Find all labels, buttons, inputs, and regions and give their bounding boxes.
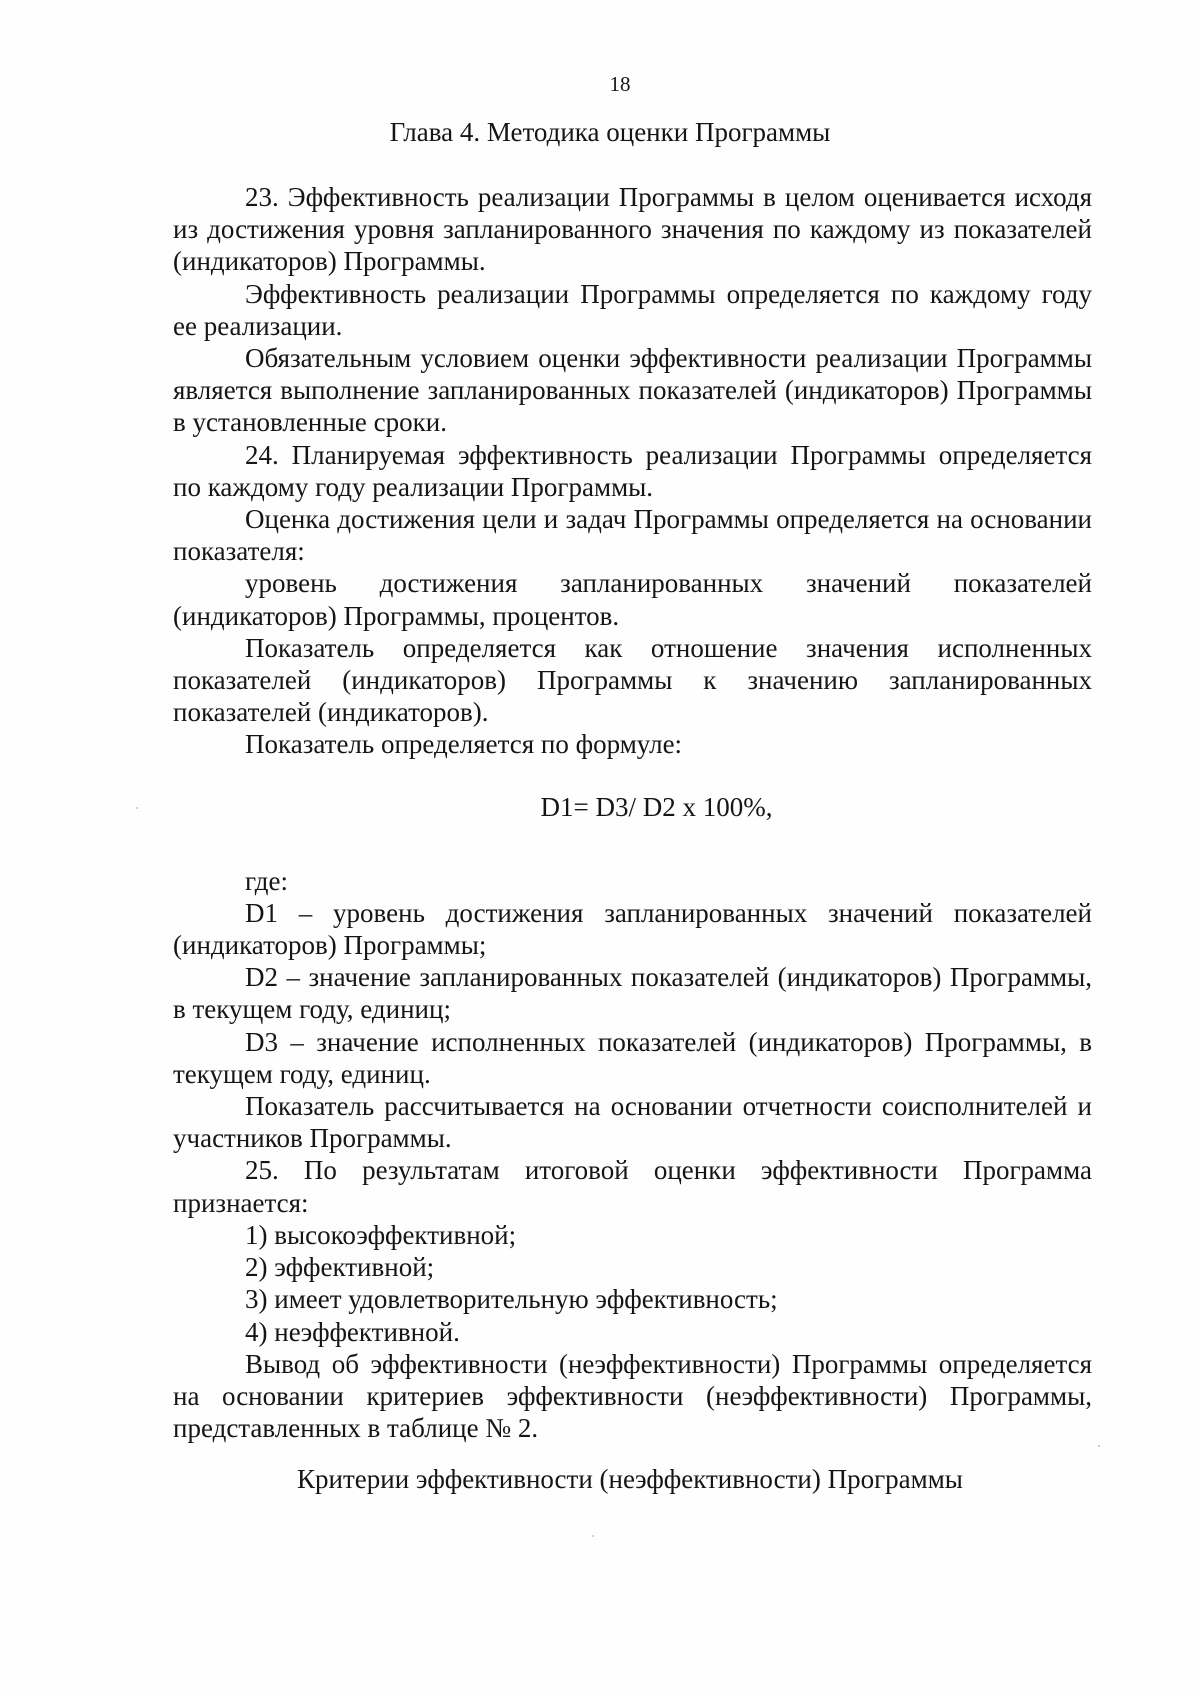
paragraph-where: где: [245, 865, 288, 896]
formula: D1= D3/ D2 x 100%, [540, 791, 773, 822]
definition-d1: D1 – уровень достижения запланированных значений показателей (индикаторов) Программы; [173, 897, 1092, 961]
list-item: 3) имеет удовлетворительную эффективность; [245, 1284, 778, 1315]
definition-d3: D3 – значение исполненных показателей (индикаторов) Программы, в текущем году, единиц. [173, 1026, 1092, 1089]
paragraph-formula-intro: Показатель определяется по формуле: [245, 729, 683, 760]
page-number: 18 [609, 72, 631, 96]
list-item: 4) неэффективной. [245, 1316, 460, 1347]
body-text [173, 181, 1092, 1444]
paragraph-25: 25. По результатам итоговой оценки эффективности Программа признается: [173, 1155, 1092, 1218]
paragraph-mandatory-condition: Обязательным условием оценки эффективности реализации Программы является выполнение запланированных показателей (индикаторов) Программы в установленные сроки. [173, 343, 1092, 438]
paragraph-conclusion: Вывод об эффективности (неэффективности) Программы определяется на основании критериев эффективности (неэффективности) Программы, представленных в таблице № 2. [173, 1348, 1092, 1444]
scan-speck [136, 807, 138, 809]
scan-speck [592, 1535, 594, 1537]
paragraph-annual-evaluation: Эффективность реализации Программы определяется по каждому году ее реализации. [173, 278, 1092, 341]
list-item: 1) высокоэффективной; [245, 1219, 517, 1250]
paragraph-goal-assessment: Оценка достижения цели и задач Программы определяется на основании показателя: [173, 504, 1092, 567]
paragraph-indicator-ratio: Показатель определяется как отношение значения исполненных показателей (индикаторов) Программы к значению запланированных показателей (индикаторов). [173, 632, 1092, 728]
paragraph-indicator-level: уровень достижения запланированных значений показателей (индикаторов) Программы, процентов. [173, 568, 1092, 631]
paragraph-23: 23. Эффективность реализации Программы в целом оценивается исходя из достижения уровня запланированного значения по каждому из показателей (индикаторов) Программы. [173, 182, 1092, 277]
definition-d2: D2 – значение запланированных показателей (индикаторов) Программы, в текущем году, единиц; [173, 962, 1092, 1025]
paragraph-24: 24. Планируемая эффективность реализации Программы определяется по каждому году реализации Программы. [173, 439, 1092, 502]
chapter-title: Глава 4. Методика оценки Программы [389, 117, 831, 147]
table-caption: Критерии эффективности (неэффективности) Программы [297, 1464, 963, 1494]
paragraph-reporting-basis: Показатель рассчитывается на основании отчетности соисполнителей и участников Программы. [173, 1091, 1092, 1154]
scan-speck [1098, 1445, 1100, 1447]
list-item: 2) эффективной; [245, 1252, 435, 1283]
